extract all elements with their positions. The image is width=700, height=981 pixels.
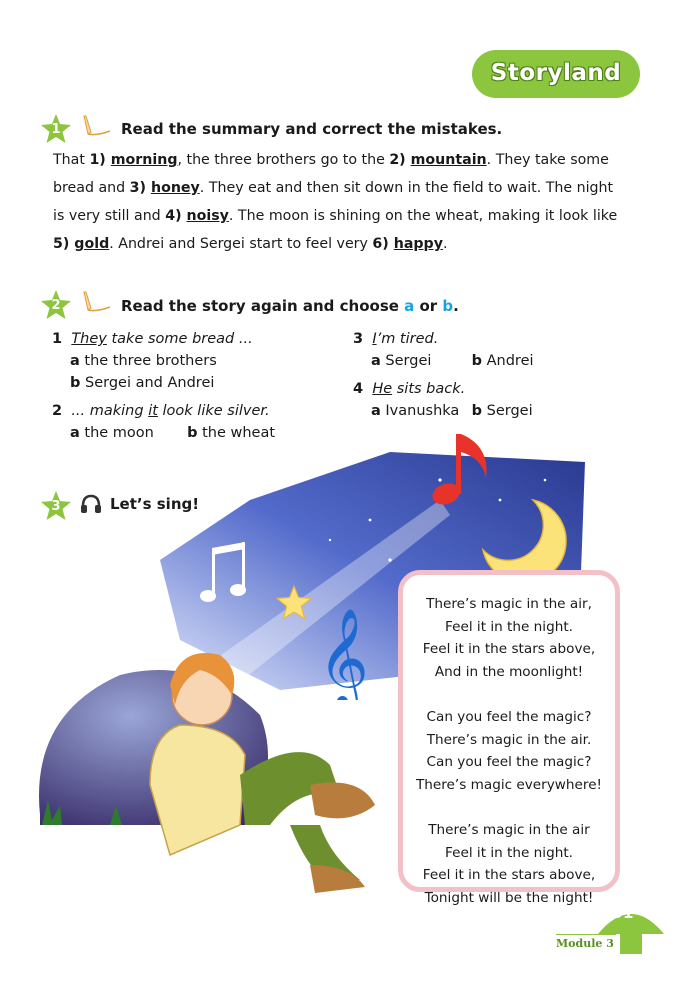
question-1-option-b[interactable]: b Sergei and Andrei <box>70 375 215 391</box>
lyric-spacer <box>403 683 615 706</box>
question-4-option-a[interactable]: a Ivanushka <box>371 403 460 419</box>
lyric-line: There’s magic everywhere! <box>415 776 603 793</box>
pencil-icon <box>80 114 114 142</box>
question-4: 4 He sits back. a Ivanushka b Sergei <box>353 378 533 422</box>
question-3-option-b[interactable]: b Andrei <box>471 353 534 369</box>
summary-paragraph <box>53 146 633 258</box>
yellow-star-icon <box>276 585 312 625</box>
question-1-option-a[interactable]: a the three brothers <box>70 353 217 369</box>
question-2-option-a[interactable]: a the moon <box>70 425 154 441</box>
lyric-line: Can you feel the magic? <box>426 754 592 771</box>
page-number: 91 <box>612 904 634 922</box>
pencil-icon <box>80 290 114 318</box>
lyric-line: Feel it in the stars above, <box>422 641 596 658</box>
summary-line: is very still and 4) noisy. The moon is shining on the wheat, making it look like <box>53 208 618 224</box>
exercise-3-star-icon: 3 <box>40 490 72 522</box>
lyric-line: Can you feel the magic? <box>426 708 592 725</box>
headphones-icon <box>80 493 102 519</box>
question-2: 2 ... making it look like silver. a the moon b the wheat <box>52 403 276 441</box>
music-note-icon <box>430 430 500 514</box>
question-1: 1 They take some bread ... a the three brothers b Sergei and Andrei <box>52 328 253 394</box>
exercise-2-instruction: Read the story again and choose a or b. <box>121 297 459 315</box>
question-3: 3 I’m tired. a Sergei b Andrei <box>353 328 534 372</box>
question-3-option-a[interactable]: a Sergei <box>371 353 432 369</box>
lyric-line: There’s magic in the air. <box>426 731 592 748</box>
exercise-3-instruction: Let’s sing! <box>110 495 200 513</box>
lyric-line: Feel it in the stars above, <box>422 867 596 884</box>
module-label: Module 3 <box>556 937 614 950</box>
storyland-banner: Storyland <box>472 50 640 98</box>
summary-line: 5) gold. Andrei and Sergei start to feel very 6) happy. <box>53 236 448 252</box>
exercise-1-instruction: Read the summary and correct the mistakes. <box>121 120 503 138</box>
song-lyrics-box <box>398 570 620 906</box>
lyric-line: Feel it in the night. <box>445 844 573 861</box>
white-music-notes-icon <box>198 540 254 610</box>
question-2-option-b[interactable]: b the wheat <box>187 425 276 441</box>
svg-text:𝄞: 𝄞 <box>318 608 369 700</box>
exercise-2-star-icon: 2 <box>40 289 72 321</box>
lyric-line: And in the moonlight! <box>434 663 584 680</box>
question-4-option-b[interactable]: b Sergei <box>471 403 533 419</box>
lyric-line: There’s magic in the air <box>428 821 590 838</box>
lyric-line: There’s magic in the air, <box>426 596 592 612</box>
summary-line: That 1) morning, the three brothers go to the 2) mountain. They take some <box>53 152 609 168</box>
lyric-spacer <box>403 796 615 819</box>
exercise-1-star-icon: 1 <box>40 113 72 145</box>
summary-line: bread and 3) honey. They eat and then sit down in the field to wait. The night <box>53 180 614 196</box>
lyric-line: Tonight will be the night! <box>424 889 594 906</box>
boy-resting-illustration <box>30 625 410 909</box>
footer-divider <box>556 934 616 935</box>
lyric-line: Feel it in the night. <box>445 618 573 635</box>
